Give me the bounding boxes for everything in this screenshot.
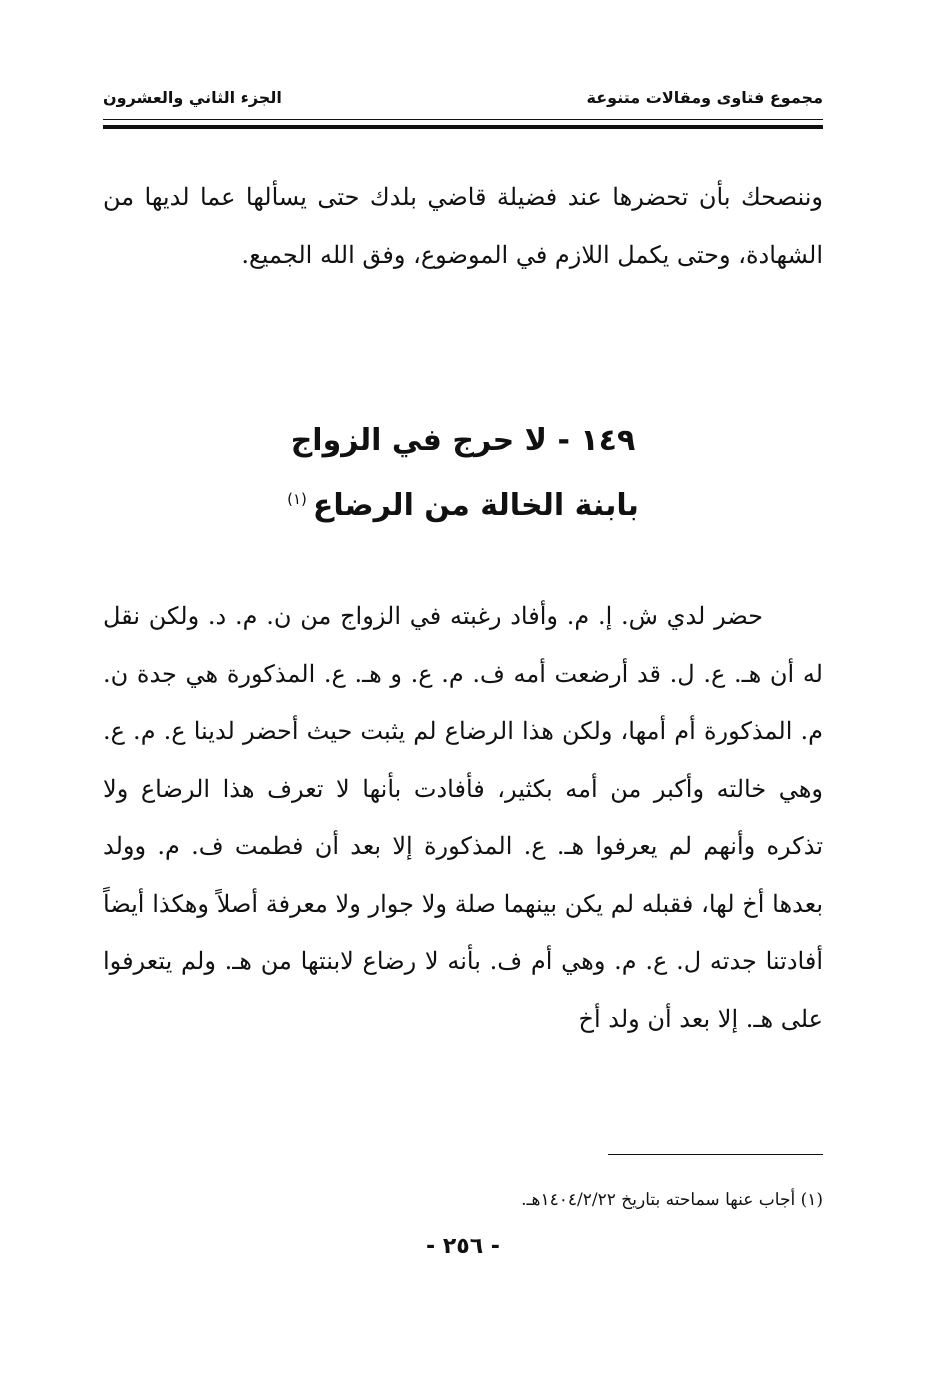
page-number: - ٢٥٦ -: [426, 1234, 500, 1259]
header-rule-thick: [103, 125, 823, 129]
footnote: (١) أجاب عنها سماحته بتاريخ ١٤٠٤/٢/٢٢هـ.: [521, 1190, 823, 1210]
section-title-line2-text: بابنة الخالة من الرضاع: [312, 488, 639, 523]
section-title-line1: ١٤٩ - لا حرج في الزواج: [290, 423, 636, 458]
running-header: [103, 86, 823, 116]
section-title-line2: [103, 470, 823, 535]
section-title: [103, 412, 823, 535]
main-paragraph: حضر لدي ش. إ. م. وأفاد رغبته في الزواج من ن. م. د. ولكن نقل له أن هـ. ع. ل. قد أرضعت أمه ف. م. ع. و هـ. ع. المذكورة هي جدة ن. م. المذكورة أم أمها، ولكن هذا الرضاع لم يثبت حيث أحضر لدينا ع. م. ع. وهي خالته وأكبر من أمه بكثير، فأفادت بأنها لا تعرف هذا الرضاع ولا تذكره وأنهم لم يعرفوا هـ. ع. المذكورة إلا بعد أن فطمت ف. م. وولد بعدها أخ لها، فقبله لم يكن بينهما صلة ولا جوار ولا معرفة أصلاً وهكذا أيضاً أفادتنا جدته ل. ع. م. وهي أم ف. بأنه لا رضاع لابنتها من هـ. ولم يتعرفوا على هـ. إلا بعد أن ولد أخ: [103, 602, 823, 1033]
footnote-reference[interactable]: (١): [287, 490, 307, 508]
book-title: مجموع فتاوى ومقالات متنوعة: [586, 88, 823, 107]
volume-label: الجزء الثاني والعشرون: [103, 88, 282, 107]
header-rule-thin: [103, 119, 823, 120]
lead-paragraph: وننصحك بأن تحضرها عند فضيلة قاضي بلدك حتى يسألها عما لديها من الشهادة، وحتى يكمل اللازم في الموضوع، وفق الله الجميع.: [103, 183, 823, 269]
footnote-separator: [608, 1154, 823, 1155]
